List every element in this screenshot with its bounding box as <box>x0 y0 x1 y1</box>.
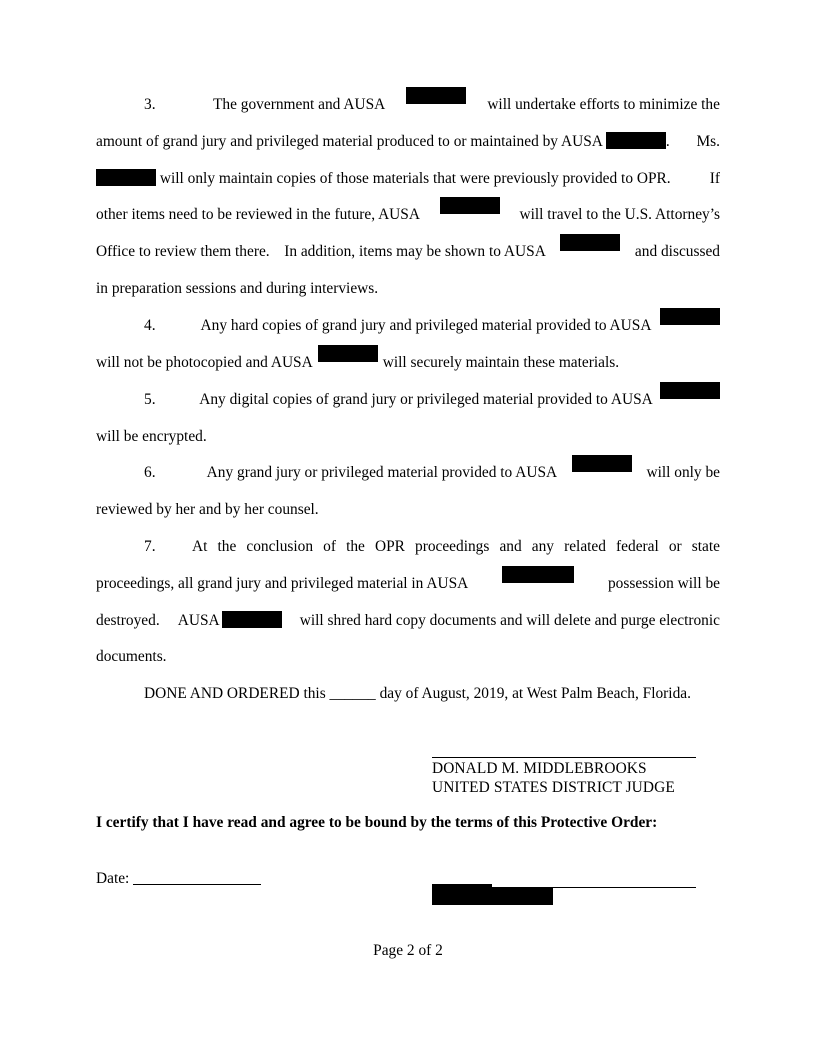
redaction-box <box>660 382 720 399</box>
date-blank-line <box>133 870 261 885</box>
paragraph-number: 4. <box>144 317 156 334</box>
page-number: Page 2 of 2 <box>373 942 443 959</box>
redaction-box <box>572 455 632 472</box>
date-field <box>96 870 261 888</box>
redaction-box <box>432 887 553 905</box>
paragraph-number: 6. <box>144 464 156 481</box>
order-line: DONE AND ORDERED this ______ day of August, 2019, at West Palm Beach, Florida. <box>144 685 691 702</box>
paragraph-number: 3. <box>144 96 156 113</box>
paragraph-number: 5. <box>144 391 156 408</box>
date-label: Date: <box>96 870 130 887</box>
redaction-box <box>606 132 666 149</box>
redaction-box <box>318 345 378 362</box>
paragraph-7: 7. At the conclusion of the OPR proceedings and any related federal or state proceedings, all grand jury and privileged material in AUSA possession will be destroyed. AUSA will shred hard copy documents and will delete and purge electronic documents. <box>96 529 720 676</box>
paragraph-4: 4. Any hard copies of grand jury and privileged material provided to AUSA will not be photocopied and AUSA will securely maintain these materials. <box>96 308 720 382</box>
judge-title: UNITED STATES DISTRICT JUDGE <box>432 779 675 796</box>
redaction-box <box>440 197 500 214</box>
redaction-box <box>560 234 620 251</box>
redaction-box <box>660 308 720 325</box>
paragraph-number: 7. <box>144 538 156 555</box>
redaction-box <box>432 884 492 888</box>
paragraph-5: 5. Any digital copies of grand jury or privileged material provided to AUSA will be encrypted. <box>96 382 720 456</box>
judge-name: DONALD M. MIDDLEBROOKS <box>432 760 647 777</box>
judge-signature-line <box>432 757 696 758</box>
judge-signature-block <box>432 759 675 797</box>
paragraph-3: 3. The government and AUSA will undertake efforts to minimize the amount of grand jury and privileged material produced to or maintained by AUSA . Ms. will only maintain copies of those materials that were previously provided to OPR. If other items need to be reviewed in the future, AUSA will travel to the U.S. Attorney’s Office to review them there. In addition, items may be shown to AUSA and discussed in preparation sessions and during interviews. <box>96 87 720 308</box>
paragraph-6: 6. Any grand jury or privileged material provided to AUSA will only be reviewed by her and by her counsel. <box>96 455 720 529</box>
certification-statement: I certify that I have read and agree to be bound by the terms of this Protective Order: <box>96 814 658 831</box>
redaction-box <box>406 87 466 104</box>
redaction-box <box>502 566 574 583</box>
redaction-box <box>222 611 282 628</box>
redaction-box <box>96 169 156 186</box>
